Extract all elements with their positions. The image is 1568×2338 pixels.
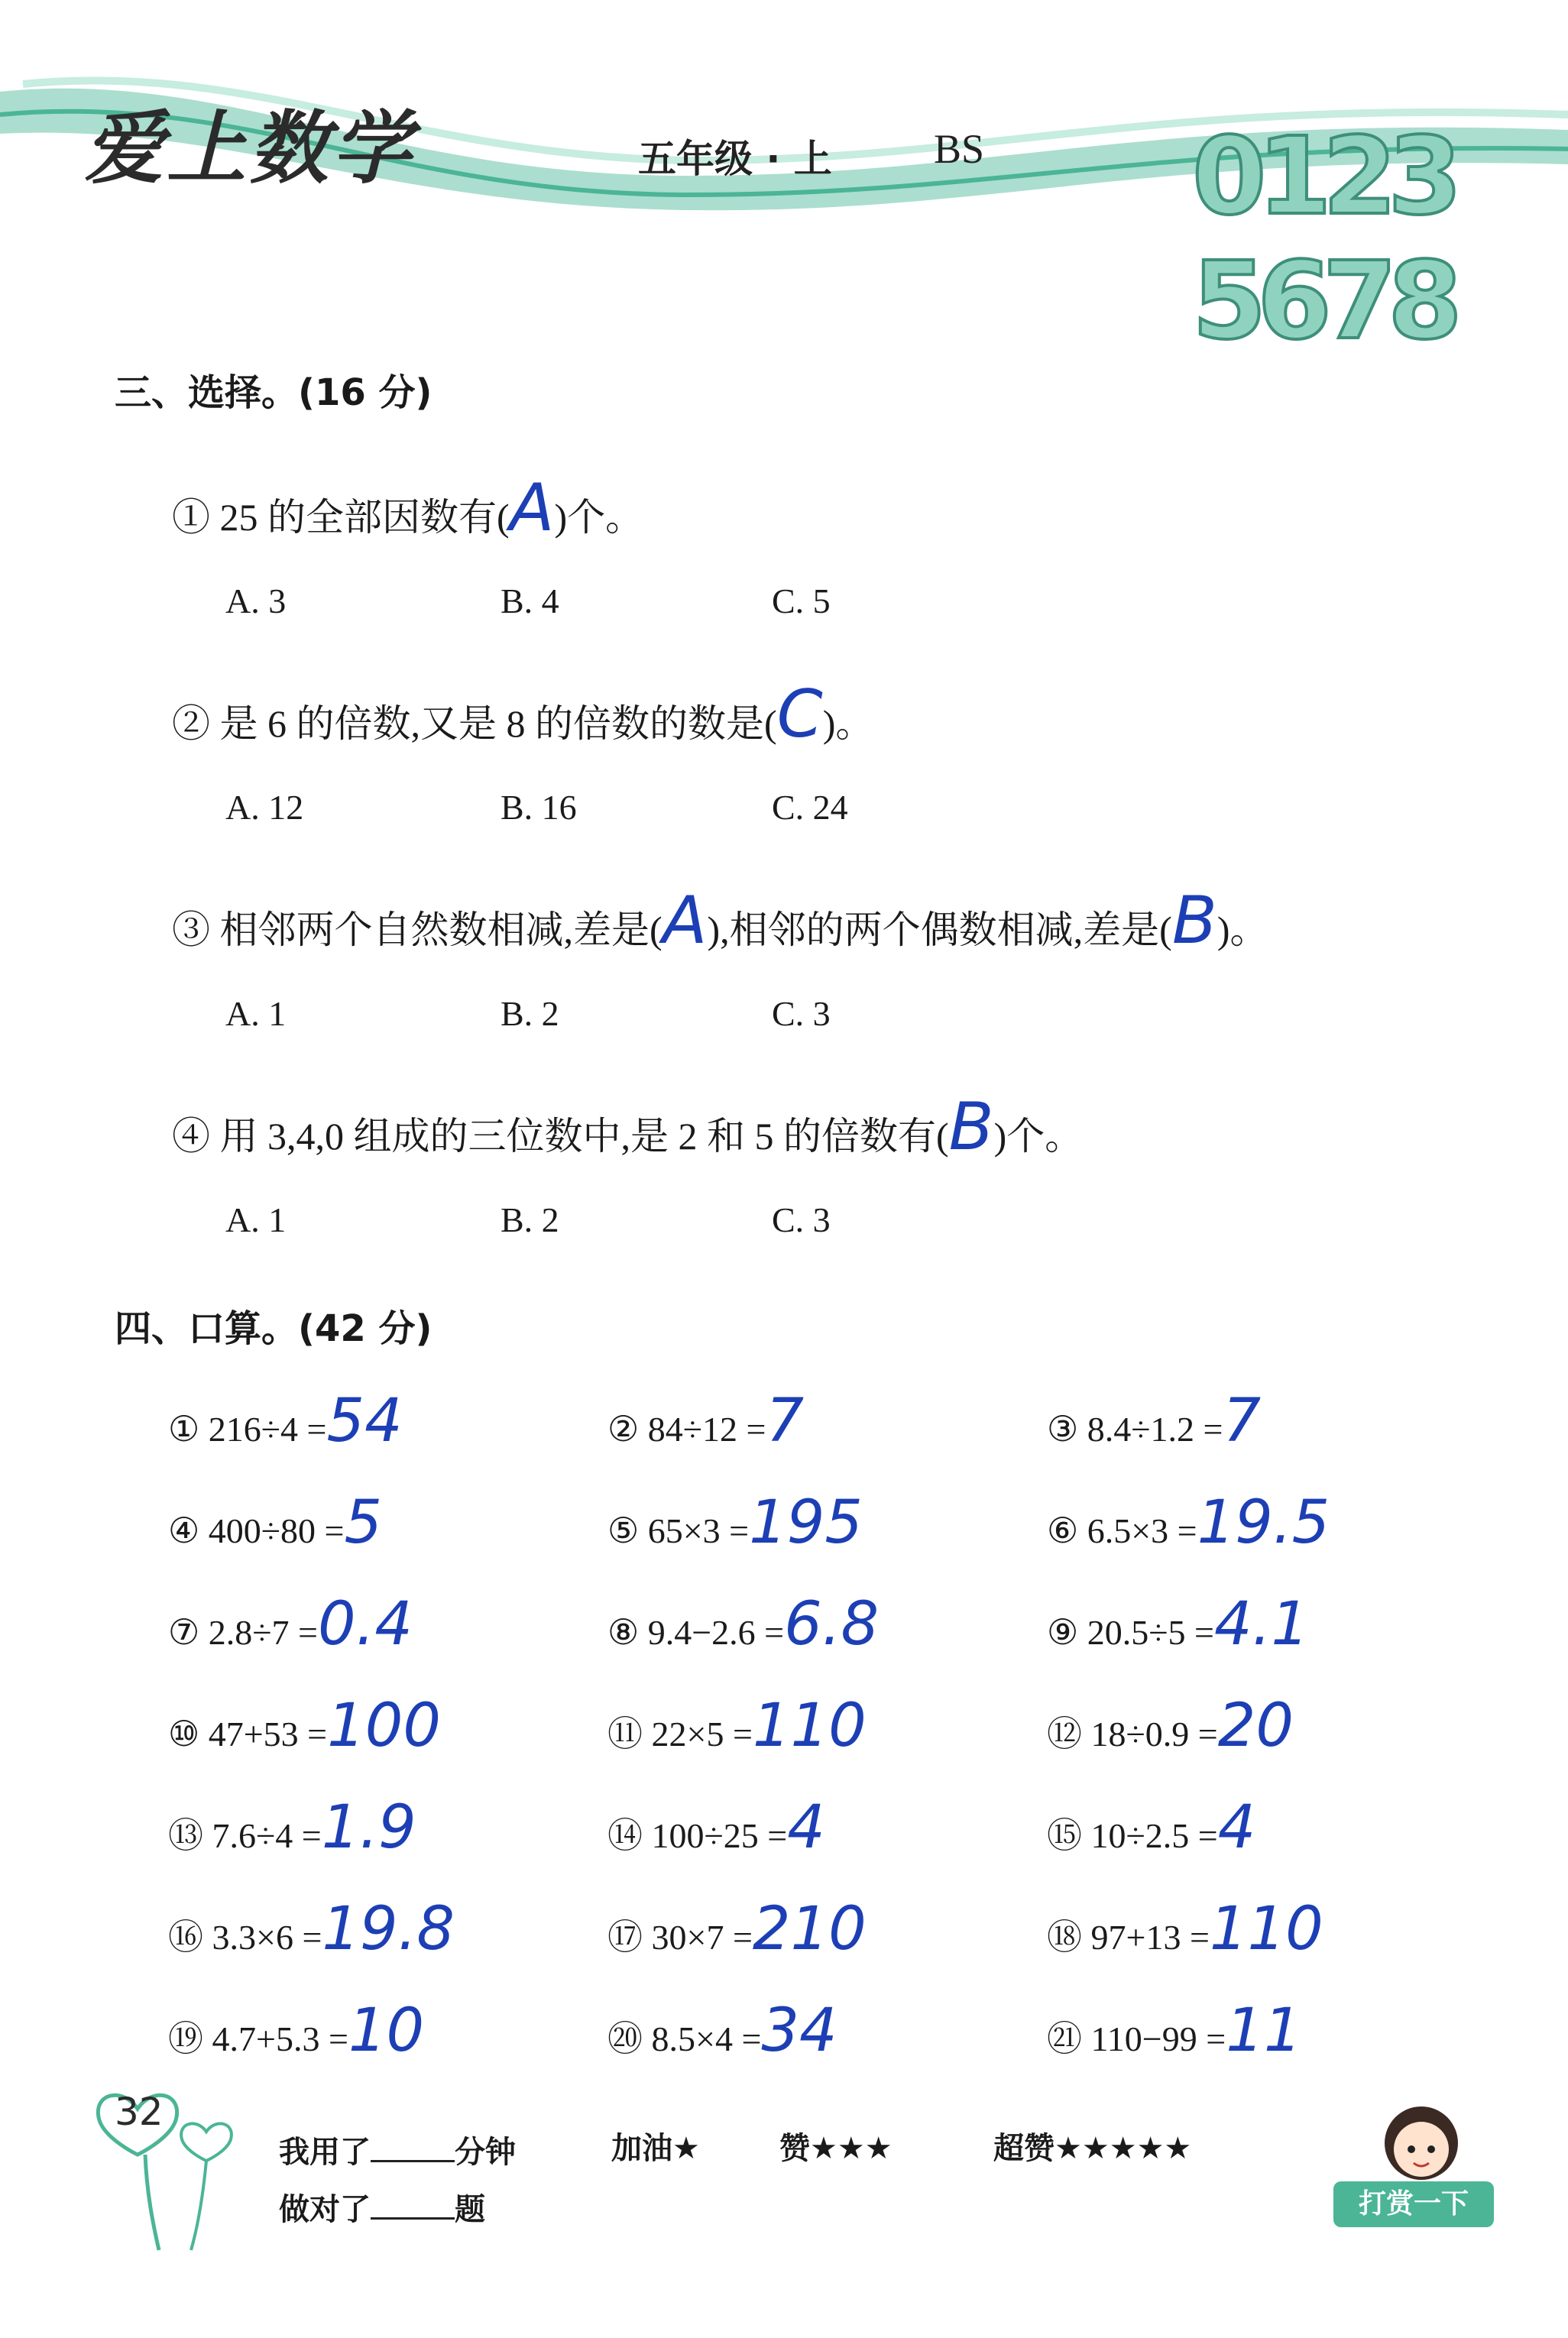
question-1 <box>172 470 643 546</box>
calc-expression: ④ 400÷80 = <box>168 1511 345 1550</box>
calc-expression: ⑳ 8.5×4 = <box>607 2019 762 2058</box>
option: A. 1 <box>225 994 287 1033</box>
calc-expression: ③ 8.4÷1.2 = <box>1047 1410 1223 1449</box>
decorative-digits: 0123 5678 <box>1192 115 1453 364</box>
question-text: 用 3,4,0 组成的三位数中,是 2 和 5 的倍数有( <box>219 1115 949 1158</box>
option: B. 2 <box>501 994 559 1033</box>
option: A. 1 <box>225 1200 287 1239</box>
calc-item <box>1047 1793 1255 1862</box>
correct-label: 做对了 <box>279 2192 371 2227</box>
question-text: 相邻两个自然数相减,差是( <box>219 908 663 951</box>
answer-handwriting-2: B <box>1171 882 1217 959</box>
section-4-title: 四、口算。(42 分) <box>115 1307 432 1350</box>
calc-item <box>607 1488 863 1557</box>
calc-item <box>1047 1895 1323 1964</box>
question-text: 是 6 的倍数,又是 8 的倍数的数是( <box>219 702 777 745</box>
answer-handwriting: A <box>509 470 555 546</box>
option: B. 2 <box>501 1200 559 1239</box>
calc-item <box>1047 1488 1330 1557</box>
calc-answer: 19.5 <box>1197 1488 1330 1557</box>
question-text: 25 的全部因数有( <box>219 496 510 539</box>
correct-blank[interactable] <box>371 2194 455 2220</box>
time-blank[interactable] <box>371 2137 455 2162</box>
calc-expression: ⑧ 9.4−2.6 = <box>607 1613 785 1652</box>
calc-expression: ① 216÷4 = <box>168 1410 327 1449</box>
grade-label: 五年级 · 上 <box>638 137 832 181</box>
calc-item <box>1047 1387 1261 1456</box>
calc-answer: 195 <box>749 1488 863 1557</box>
calc-expression: ⑨ 20.5÷5 = <box>1047 1613 1214 1652</box>
calc-item <box>168 1387 403 1456</box>
calc-expression: ⑦ 2.8÷7 = <box>168 1613 318 1652</box>
calc-item <box>607 1793 825 1862</box>
calc-expression: ⑪ 22×5 = <box>607 1715 753 1753</box>
calc-answer: 20 <box>1217 1692 1294 1760</box>
option: C. 24 <box>772 788 848 827</box>
calc-answer: 5 <box>344 1488 383 1557</box>
calc-item <box>1047 1590 1309 1659</box>
calc-item <box>168 1590 413 1659</box>
calc-answer: 6.8 <box>784 1590 880 1659</box>
calc-item <box>168 1996 424 2065</box>
reward-badge[interactable]: 打赏一下 <box>1333 2181 1494 2227</box>
option: B. 4 <box>501 581 559 620</box>
calc-item <box>1047 1996 1301 2065</box>
question-text-mid: ),相邻的两个偶数相减,差是( <box>707 908 1172 951</box>
calc-expression: ⑫ 18÷0.9 = <box>1047 1715 1218 1753</box>
calc-expression: ⑯ 3.3×6 = <box>168 1918 322 1957</box>
calc-answer: 34 <box>761 1996 837 2065</box>
calc-answer: 110 <box>1209 1895 1323 1964</box>
option: C. 5 <box>772 581 831 620</box>
calc-expression: ⑮ 10÷2.5 = <box>1047 1816 1218 1855</box>
calc-answer: 110 <box>752 1692 867 1760</box>
calc-item <box>607 1692 867 1760</box>
calc-answer: 11 <box>1226 1996 1302 2065</box>
calc-item <box>168 1793 416 1862</box>
girl-avatar-icon <box>1368 2090 1475 2189</box>
answer-handwriting: C <box>776 676 823 753</box>
calc-answer: 54 <box>326 1387 403 1456</box>
calc-expression: ⑰ 30×7 = <box>607 1918 753 1957</box>
calc-answer: 1.9 <box>321 1793 416 1862</box>
time-label: 我用了 <box>279 2135 371 2170</box>
calc-item <box>607 1895 867 1964</box>
calc-answer: 7 <box>1223 1387 1262 1456</box>
option: B. 16 <box>501 788 577 827</box>
rating-good[interactable]: 赞★★★ <box>779 2131 893 2166</box>
page-number: 32 <box>115 2090 164 2134</box>
calc-answer: 4 <box>787 1793 825 1862</box>
calc-answer: 7 <box>766 1387 805 1456</box>
calc-item <box>607 1387 804 1456</box>
calc-item <box>168 1692 441 1760</box>
question-number: ① <box>172 496 210 539</box>
rating-great[interactable]: 超赞★★★★★ <box>993 2131 1192 2166</box>
calc-answer: 4 <box>1217 1793 1256 1862</box>
edition-code: BS <box>934 126 985 172</box>
logo: 爱上数学 <box>84 102 415 195</box>
calc-item <box>168 1895 455 1964</box>
calc-expression: ⑬ 7.6÷4 = <box>168 1816 322 1855</box>
calc-expression: ㉑ 110−99 = <box>1047 2019 1226 2058</box>
rating-cheer[interactable]: 加油★ <box>611 2131 700 2166</box>
answer-handwriting: A <box>662 882 708 959</box>
calc-item <box>607 1996 837 2065</box>
calc-expression: ⑩ 47+53 = <box>168 1715 328 1753</box>
calc-expression: ⑱ 97+13 = <box>1047 1918 1210 1957</box>
calc-expression: ⑥ 6.5×3 = <box>1047 1511 1197 1550</box>
question-number: ④ <box>172 1115 210 1158</box>
calc-expression: ⑭ 100÷25 = <box>607 1816 788 1855</box>
calc-answer: 100 <box>327 1692 442 1760</box>
calc-item <box>168 1488 382 1557</box>
option: A. 12 <box>225 788 304 827</box>
time-unit: 分钟 <box>455 2135 516 2170</box>
question-text-end: )个。 <box>993 1115 1084 1158</box>
calc-answer: 10 <box>348 1996 425 2065</box>
option: A. 3 <box>225 581 287 620</box>
calc-answer: 4.1 <box>1213 1590 1309 1659</box>
question-number: ③ <box>172 908 210 951</box>
calc-expression: ② 84÷12 = <box>607 1410 766 1449</box>
time-spent-line <box>279 2128 516 2171</box>
question-text-end: )个。 <box>554 496 644 539</box>
question-text-end: )。 <box>822 702 874 745</box>
calc-answer: 210 <box>752 1895 867 1964</box>
section-3-title: 三、选择。(16 分) <box>115 371 432 414</box>
correct-unit: 题 <box>455 2192 485 2227</box>
calc-answer: 0.4 <box>317 1590 413 1659</box>
question-4 <box>172 1089 1083 1165</box>
calc-expression: ⑲ 4.7+5.3 = <box>168 2019 348 2058</box>
correct-count-line <box>279 2185 485 2229</box>
question-3 <box>172 882 1268 959</box>
option: C. 3 <box>772 1200 831 1239</box>
calc-answer: 19.8 <box>322 1895 455 1964</box>
option: C. 3 <box>772 994 831 1033</box>
question-text-end: )。 <box>1216 908 1268 951</box>
question-2 <box>172 676 873 753</box>
calc-item <box>607 1590 879 1659</box>
calc-item <box>1047 1692 1294 1760</box>
answer-handwriting: B <box>948 1089 994 1165</box>
calc-expression: ⑤ 65×3 = <box>607 1511 750 1550</box>
question-number: ② <box>172 702 210 745</box>
